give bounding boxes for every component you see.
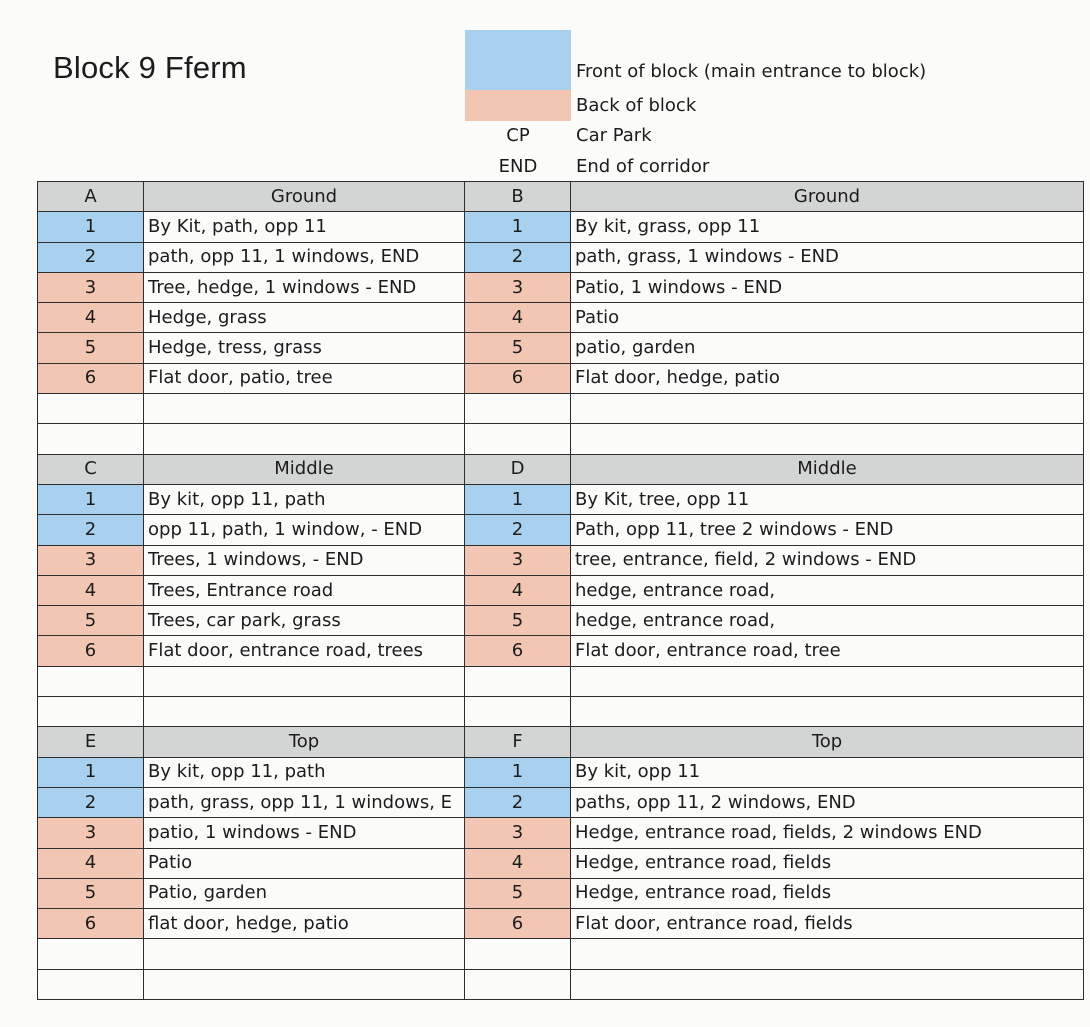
table-row [38,636,1084,666]
room-description-right: By Kit, tree, opp 11 [571,484,1084,514]
room-number-left: 3 [38,545,144,575]
room-description-right: By kit, opp 11 [571,757,1084,787]
section-header-row [38,182,1084,212]
table-row [38,545,1084,575]
room-number-left: 4 [38,848,144,878]
blank-row [38,424,1084,454]
room-description-right: paths, opp 11, 2 windows, END [571,787,1084,817]
room-number-left: 2 [38,515,144,545]
room-description-right: path, grass, 1 windows - END [571,242,1084,272]
blank-cell [38,969,144,999]
blank-row [38,666,1084,696]
table-row [38,848,1084,878]
room-description-right: Patio [571,303,1084,333]
room-description-left: path, opp 11, 1 windows, END [144,242,465,272]
floor-label-right: Ground [571,182,1084,212]
room-description-right: Flat door, hedge, patio [571,363,1084,393]
blank-row [38,697,1084,727]
room-number-left: 6 [38,909,144,939]
legend-end-abbr: END [498,156,538,177]
room-number-right: 6 [465,909,571,939]
table-row [38,272,1084,302]
blank-cell [144,666,465,696]
room-number-right: 6 [465,363,571,393]
room-number-left: 1 [38,212,144,242]
table-row [38,757,1084,787]
legend-front-label: Front of block (main entrance to block) [576,61,927,82]
room-number-left: 6 [38,636,144,666]
section-header-row [38,727,1084,757]
room-description-left: Flat door, patio, tree [144,363,465,393]
room-number-right: 1 [465,757,571,787]
blank-cell [465,666,571,696]
legend-cp-label: Car Park [576,125,652,146]
legend-end-label: End of corridor [576,156,710,177]
room-description-right: hedge, entrance road, [571,606,1084,636]
room-number-right: 3 [465,545,571,575]
room-number-left: 4 [38,303,144,333]
room-description-left: flat door, hedge, patio [144,909,465,939]
blank-cell [465,424,571,454]
blank-cell [38,666,144,696]
floor-label-left: Middle [144,454,465,484]
floor-label-right: Top [571,727,1084,757]
room-number-right: 2 [465,242,571,272]
room-description-left: Trees, 1 windows, - END [144,545,465,575]
room-description-left: By Kit, path, opp 11 [144,212,465,242]
blank-cell [571,424,1084,454]
room-description-right: Hedge, entrance road, fields [571,848,1084,878]
legend-back-swatch [465,90,571,121]
blank-cell [465,394,571,424]
blank-cell [38,697,144,727]
legend-cp-abbr: CP [506,125,530,146]
table-row [38,484,1084,514]
blank-cell [144,969,465,999]
block-code-right: D [465,454,571,484]
table-row [38,909,1084,939]
block-code-right: F [465,727,571,757]
room-number-right: 5 [465,878,571,908]
room-number-right: 4 [465,575,571,605]
floor-label-left: Top [144,727,465,757]
room-description-right: patio, garden [571,333,1084,363]
table-row [38,242,1084,272]
room-description-right: By kit, grass, opp 11 [571,212,1084,242]
floor-label-right: Middle [571,454,1084,484]
blank-cell [144,424,465,454]
room-number-left: 5 [38,606,144,636]
blank-cell [144,697,465,727]
room-number-left: 1 [38,484,144,514]
room-number-left: 6 [38,363,144,393]
room-description-left: By kit, opp 11, path [144,757,465,787]
blank-cell [38,394,144,424]
room-number-right: 1 [465,484,571,514]
table-row [38,212,1084,242]
table-row [38,333,1084,363]
room-description-left: Trees, car park, grass [144,606,465,636]
legend-front-swatch [465,30,571,90]
page-title: Block 9 Fferm [53,50,247,85]
room-description-left: Tree, hedge, 1 windows - END [144,272,465,302]
room-description-left: opp 11, path, 1 window, - END [144,515,465,545]
blank-cell [144,394,465,424]
room-description-left: Hedge, grass [144,303,465,333]
blank-row [38,969,1084,999]
room-description-left: Patio [144,848,465,878]
room-description-left: Trees, Entrance road [144,575,465,605]
blank-cell [465,697,571,727]
room-number-right: 6 [465,636,571,666]
room-description-left: By kit, opp 11, path [144,484,465,514]
room-number-right: 3 [465,818,571,848]
blank-cell [465,939,571,969]
room-description-right: Hedge, entrance road, fields, 2 windows END [571,818,1084,848]
floor-label-left: Ground [144,182,465,212]
room-number-left: 1 [38,757,144,787]
room-number-left: 4 [38,575,144,605]
table-row [38,606,1084,636]
room-number-left: 2 [38,242,144,272]
room-number-right: 5 [465,333,571,363]
table-row [38,515,1084,545]
blank-cell [571,939,1084,969]
room-description-right: Flat door, entrance road, tree [571,636,1084,666]
section-header-row [38,454,1084,484]
block-code-right: B [465,182,571,212]
blank-row [38,939,1084,969]
blank-cell [38,424,144,454]
room-description-right: Path, opp 11, tree 2 windows - END [571,515,1084,545]
block-code-left: C [38,454,144,484]
table-row [38,878,1084,908]
table-row [38,818,1084,848]
block-code-left: A [38,182,144,212]
room-description-right: Hedge, entrance road, fields [571,878,1084,908]
legend-back-label: Back of block [576,95,697,116]
blank-row [38,394,1084,424]
blank-cell [144,939,465,969]
room-description-right: Patio, 1 windows - END [571,272,1084,302]
blank-cell [571,394,1084,424]
room-description-left: Flat door, entrance road, trees [144,636,465,666]
table-row [38,787,1084,817]
room-number-left: 3 [38,272,144,302]
room-number-right: 3 [465,272,571,302]
room-number-left: 5 [38,878,144,908]
room-description-left: path, grass, opp 11, 1 windows, E [144,787,465,817]
room-description-left: Hedge, tress, grass [144,333,465,363]
table-row [38,363,1084,393]
room-number-right: 5 [465,606,571,636]
room-number-right: 2 [465,515,571,545]
room-description-right: hedge, entrance road, [571,575,1084,605]
blank-cell [38,939,144,969]
blank-cell [571,666,1084,696]
block-code-left: E [38,727,144,757]
room-number-left: 5 [38,333,144,363]
room-number-right: 4 [465,303,571,333]
blank-cell [571,969,1084,999]
room-number-right: 2 [465,787,571,817]
table-row [38,303,1084,333]
room-number-left: 3 [38,818,144,848]
room-number-right: 4 [465,848,571,878]
allocation-table-body [38,182,1084,1000]
room-number-right: 1 [465,212,571,242]
room-description-left: patio, 1 windows - END [144,818,465,848]
room-description-left: Patio, garden [144,878,465,908]
room-number-left: 2 [38,787,144,817]
allocation-table [37,181,1084,1000]
room-description-right: Flat door, entrance road, fields [571,909,1084,939]
blank-cell [465,969,571,999]
room-description-right: tree, entrance, field, 2 windows - END [571,545,1084,575]
blank-cell [571,697,1084,727]
table-row [38,575,1084,605]
